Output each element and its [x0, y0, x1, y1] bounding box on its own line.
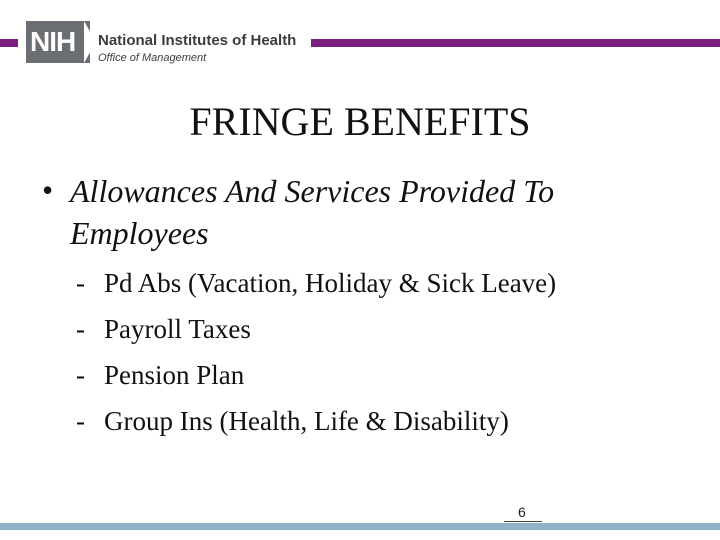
org-subtitle: Office of Management: [98, 52, 207, 64]
logo-chevron-cutout: [84, 21, 96, 63]
sub-bullet-text: Pd Abs (Vacation, Holiday & Sick Leave): [104, 268, 557, 298]
nih-logo-text: NIH: [30, 26, 76, 57]
sub-bullet-marker: -: [76, 360, 85, 390]
slide-title: FRINGE BENEFITS: [189, 99, 531, 144]
main-bullet-text: Allowances And Services Provided To Employees: [70, 173, 555, 251]
sub-bullet-text: Group Ins (Health, Life & Disability): [104, 406, 509, 436]
sub-bullet-marker: -: [76, 406, 85, 436]
sub-bullet-marker: -: [76, 314, 85, 344]
page-number: 6: [518, 504, 526, 520]
header-accent-bar-left: [0, 39, 18, 47]
sub-bullet-marker: -: [76, 268, 85, 298]
org-name: National Institutes of Health: [98, 32, 297, 49]
page-number-underline: [504, 521, 542, 522]
main-bullet-marker: •: [42, 172, 54, 208]
footer-accent-bar: [0, 523, 720, 530]
sub-bullet-text: Pension Plan: [104, 360, 245, 390]
header-accent-bar-right: [311, 39, 720, 47]
sub-bullet-text: Payroll Taxes: [104, 314, 251, 344]
